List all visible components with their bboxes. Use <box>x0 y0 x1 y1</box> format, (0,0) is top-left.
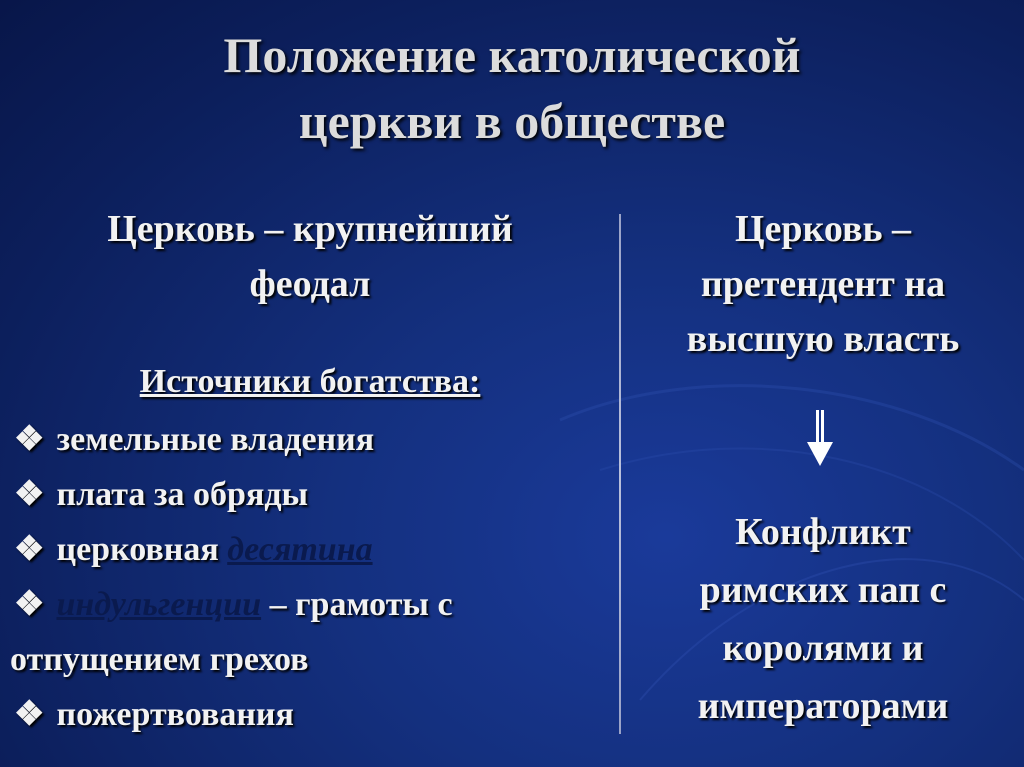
list-item-continuation: отпущением грехов <box>10 641 309 678</box>
title-line-1: Положение католической <box>223 27 801 83</box>
list-item-term: индульгенции <box>56 586 262 623</box>
diamond-bullet-icon: ❖ <box>14 476 45 513</box>
right-heading-line-2: претендент на <box>700 263 946 305</box>
sources-list <box>10 412 614 742</box>
diamond-bullet-icon: ❖ <box>14 696 45 733</box>
title-line-2: церкви в обществе <box>298 93 726 149</box>
list-item-term: десятина <box>227 531 373 568</box>
conflict-text <box>628 503 1018 735</box>
list-item <box>14 577 614 632</box>
diamond-bullet-icon: ❖ <box>14 586 45 623</box>
diamond-bullet-icon: ❖ <box>14 421 45 458</box>
list-item-text: церковная <box>56 531 228 568</box>
list-item <box>14 687 614 742</box>
conflict-line-2: римских пап с <box>699 569 947 611</box>
list-item-text: земельные владения <box>56 421 375 458</box>
sources-heading: Источники богатства: <box>139 363 481 400</box>
left-heading-line-1: Церковь – крупнейший <box>107 208 513 250</box>
right-heading-line-3: высшую власть <box>686 318 960 360</box>
list-item-text: пожертвования <box>56 696 294 733</box>
right-column-heading <box>628 202 1018 367</box>
conflict-line-3: королями и <box>722 627 924 669</box>
list-item-text: – грамоты с <box>261 586 453 623</box>
conflict-line-1: Конфликт <box>735 511 911 553</box>
left-column-heading <box>10 202 610 312</box>
left-heading-line-2: феодал <box>249 263 371 305</box>
list-item <box>14 467 614 522</box>
list-item <box>14 522 614 577</box>
conflict-line-4: императорами <box>697 685 949 727</box>
down-arrow-icon <box>805 410 835 466</box>
diamond-bullet-icon: ❖ <box>14 531 45 568</box>
right-heading-line-1: Церковь – <box>734 208 912 250</box>
slide-title <box>0 22 1024 154</box>
list-item <box>14 412 614 467</box>
list-item-text: плата за обряды <box>56 476 309 513</box>
column-divider <box>619 214 621 734</box>
